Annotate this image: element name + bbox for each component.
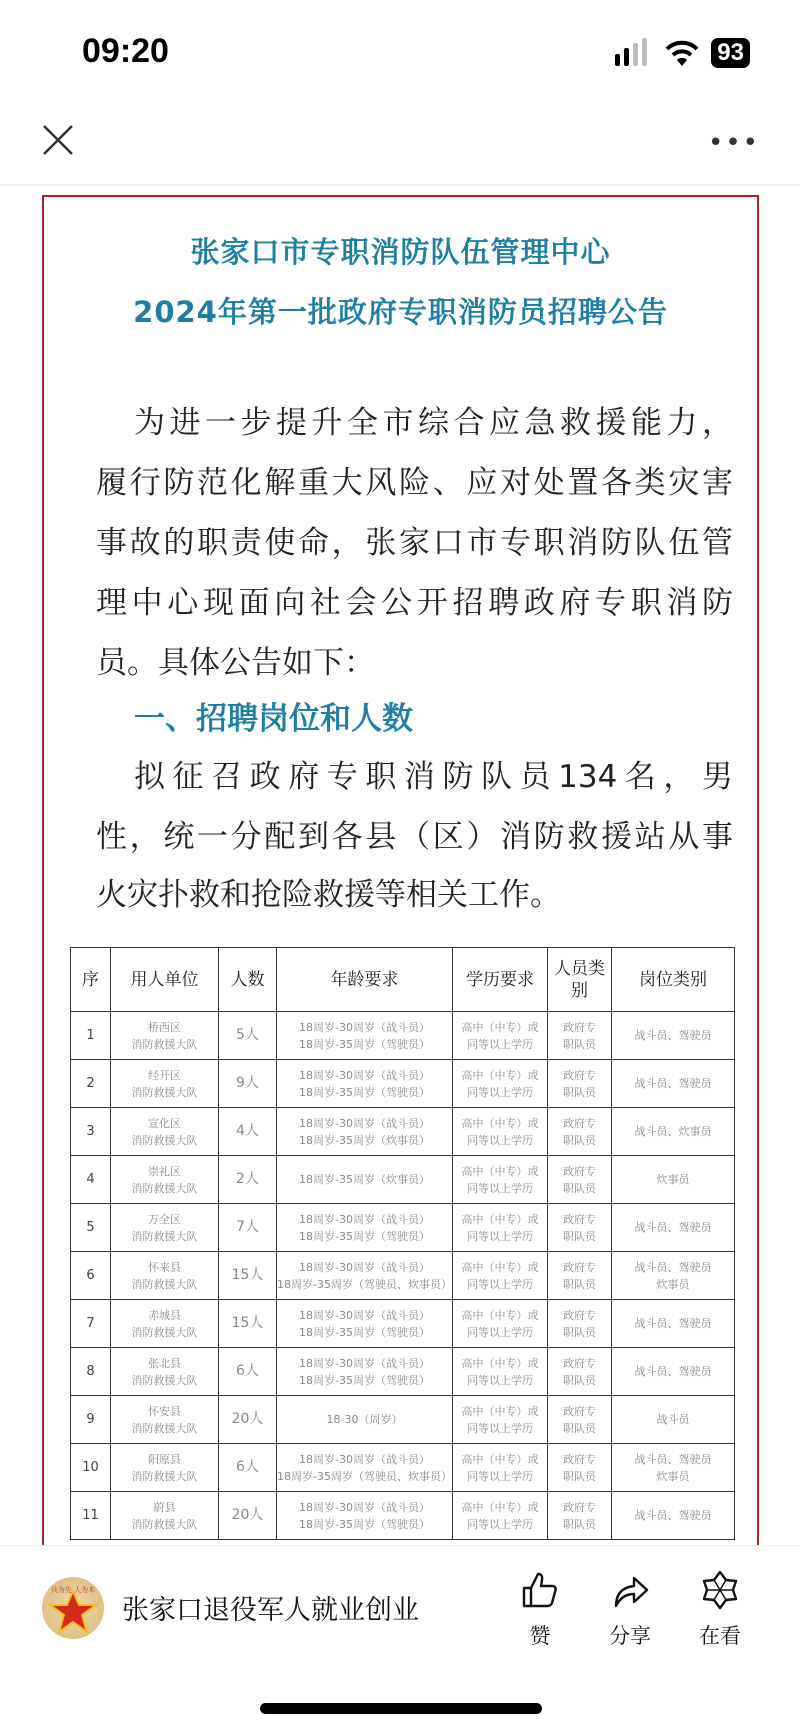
- recruitment-table: [70, 947, 735, 1540]
- cell-type: 政府专 职队员: [548, 1204, 612, 1252]
- table-header-cell: 岗位类别: [612, 948, 735, 1012]
- cell-edu: 高中（中专）或 同等以上学历: [453, 1348, 548, 1396]
- intro-line: 履行防范化解重大风险、应对处置各类灾害: [96, 465, 733, 501]
- article-title-line-1: 张家口市专职消防队伍管理中心: [190, 235, 611, 269]
- section-heading: 一、招聘岗位和人数: [134, 701, 413, 737]
- cell-count: 15人: [219, 1300, 277, 1348]
- section-line: 拟征召政府专职消防队员134名，男: [134, 759, 733, 795]
- cell-type: 政府专 职队员: [548, 1492, 612, 1540]
- cell-unit: 桥西区 消防救援大队: [111, 1012, 219, 1060]
- cell-unit: 阳原县 消防救援大队: [111, 1444, 219, 1492]
- section-line: 性，统一分配到各县（区）消防救援站从事: [96, 819, 733, 855]
- cell-age: 18周岁-30周岁（战斗员） 18周岁-35周岁（驾驶员）: [277, 1060, 453, 1108]
- cell-age: 18周岁-30周岁（战斗员） 18周岁-35周岁（炊事员）: [277, 1108, 453, 1156]
- table-row: [71, 1012, 735, 1060]
- cell-seq: 5: [71, 1204, 111, 1252]
- cell-edu: 高中（中专）或 同等以上学历: [453, 1204, 548, 1252]
- intro-line: 员。具体公告如下：: [96, 645, 375, 681]
- nav-bar: [0, 100, 800, 186]
- cell-unit: 宣化区 消防救援大队: [111, 1108, 219, 1156]
- cell-age: 18周岁-35周岁（炊事员）: [277, 1156, 453, 1204]
- cell-seq: 9: [71, 1396, 111, 1444]
- cell-count: 6人: [219, 1348, 277, 1396]
- table-header-row: [71, 948, 735, 1012]
- share-icon: [610, 1570, 650, 1610]
- cell-edu: 高中（中专）或 同等以上学历: [453, 1012, 548, 1060]
- cell-edu: 高中（中专）或 同等以上学历: [453, 1108, 548, 1156]
- cell-count: 15人: [219, 1252, 277, 1300]
- cell-seq: 6: [71, 1252, 111, 1300]
- cell-age: 18周岁-30周岁（战斗员） 18周岁-35周岁（驾驶员）: [277, 1012, 453, 1060]
- table-row: [71, 1348, 735, 1396]
- cell-post: 战斗员、驾驶员: [612, 1012, 735, 1060]
- table-header-cell: 用人单位: [111, 948, 219, 1012]
- cell-type: 政府专 职队员: [548, 1156, 612, 1204]
- cell-edu: 高中（中专）或 同等以上学历: [453, 1300, 548, 1348]
- cell-post: 炊事员: [612, 1156, 735, 1204]
- cell-type: 政府专 职队员: [548, 1060, 612, 1108]
- table-row: [71, 1444, 735, 1492]
- cell-count: 20人: [219, 1492, 277, 1540]
- cell-post: 战斗员: [612, 1396, 735, 1444]
- table-body: [71, 1012, 735, 1540]
- cell-unit: 赤城县 消防救援大队: [111, 1300, 219, 1348]
- cell-post: 战斗员、驾驶员 炊事员: [612, 1252, 735, 1300]
- home-indicator[interactable]: [260, 1703, 542, 1714]
- cell-count: 20人: [219, 1396, 277, 1444]
- cell-seq: 8: [71, 1348, 111, 1396]
- cell-unit: 蔚县 消防救援大队: [111, 1492, 219, 1540]
- more-options-icon[interactable]: •••: [707, 128, 760, 158]
- cell-edu: 高中（中专）或 同等以上学历: [453, 1156, 548, 1204]
- table-row: [71, 1252, 735, 1300]
- cell-age: 18周岁-30周岁（战斗员） 18周岁-35周岁（驾驶员、炊事员）: [277, 1444, 453, 1492]
- cell-count: 5人: [219, 1012, 277, 1060]
- wifi-icon: [665, 39, 699, 67]
- cell-age: 18周岁-30周岁（战斗员） 18周岁-35周岁（驾驶员）: [277, 1348, 453, 1396]
- cell-post: 战斗员、驾驶员: [612, 1204, 735, 1252]
- cell-unit: 崇礼区 消防救援大队: [111, 1156, 219, 1204]
- cell-type: 政府专 职队员: [548, 1348, 612, 1396]
- table-row: [71, 1396, 735, 1444]
- close-icon[interactable]: [40, 122, 76, 158]
- cell-type: 政府专 职队员: [548, 1396, 612, 1444]
- cell-count: 2人: [219, 1156, 277, 1204]
- table-row: [71, 1300, 735, 1348]
- cell-seq: 7: [71, 1300, 111, 1348]
- cell-edu: 高中（中专）或 同等以上学历: [453, 1444, 548, 1492]
- cell-seq: 4: [71, 1156, 111, 1204]
- cell-unit: 怀安县 消防救援大队: [111, 1396, 219, 1444]
- article-content: [42, 195, 759, 1595]
- watching-icon: [700, 1570, 740, 1610]
- cell-post: 战斗员、驾驶员: [612, 1060, 735, 1108]
- table-header-cell: 学历要求: [453, 948, 548, 1012]
- cell-count: 6人: [219, 1444, 277, 1492]
- cell-unit: 怀来县 消防救援大队: [111, 1252, 219, 1300]
- avatar-lettering: 兵为先 人为本: [50, 1586, 96, 1594]
- table-header-cell: 年龄要求: [277, 948, 453, 1012]
- table-header-cell: 人员类别: [548, 948, 612, 1012]
- cell-seq: 2: [71, 1060, 111, 1108]
- cell-post: 战斗员、炊事员: [612, 1108, 735, 1156]
- signal-icon: [613, 38, 653, 68]
- cell-edu: 高中（中专）或 同等以上学历: [453, 1396, 548, 1444]
- cell-edu: 高中（中专）或 同等以上学历: [453, 1492, 548, 1540]
- cell-age: 18周岁-30周岁（战斗员） 18周岁-35周岁（驾驶员）: [277, 1492, 453, 1540]
- cell-unit: 万全区 消防救援大队: [111, 1204, 219, 1252]
- cell-seq: 11: [71, 1492, 111, 1540]
- cell-edu: 高中（中专）或 同等以上学历: [453, 1060, 548, 1108]
- section-line: 火灾扑救和抢险救援等相关工作。: [96, 877, 561, 913]
- cell-age: 18周岁-30周岁（战斗员） 18周岁-35周岁（驾驶员）: [277, 1300, 453, 1348]
- cell-type: 政府专 职队员: [548, 1108, 612, 1156]
- cell-post: 战斗员、驾驶员 炊事员: [612, 1444, 735, 1492]
- battery-indicator: 93: [711, 38, 750, 68]
- table-row: [71, 1204, 735, 1252]
- cell-count: 9人: [219, 1060, 277, 1108]
- cell-type: 政府专 职队员: [548, 1252, 612, 1300]
- cell-post: 战斗员、驾驶员: [612, 1348, 735, 1396]
- watch-button[interactable]: [685, 1570, 755, 1650]
- cell-age: 18周岁-30周岁（战斗员） 18周岁-35周岁（驾驶员、炊事员）: [277, 1252, 453, 1300]
- intro-line: 事故的职责使命，张家口市专职消防队伍管: [96, 525, 733, 561]
- cell-age: 18周岁-30周岁（战斗员） 18周岁-35周岁（驾驶员）: [277, 1204, 453, 1252]
- cell-seq: 1: [71, 1012, 111, 1060]
- watch-label: 在看: [699, 1624, 741, 1648]
- cell-seq: 10: [71, 1444, 111, 1492]
- cell-unit: 张北县 消防救援大队: [111, 1348, 219, 1396]
- cell-post: 战斗员、驾驶员: [612, 1300, 735, 1348]
- account-avatar[interactable]: [42, 1577, 104, 1639]
- table-row: [71, 1108, 735, 1156]
- cell-type: 政府专 职队员: [548, 1012, 612, 1060]
- cell-seq: 3: [71, 1108, 111, 1156]
- cell-count: 7人: [219, 1204, 277, 1252]
- status-time: 09:20: [82, 32, 169, 70]
- cell-count: 4人: [219, 1108, 277, 1156]
- cell-edu: 高中（中专）或 同等以上学历: [453, 1252, 548, 1300]
- like-button[interactable]: [505, 1570, 575, 1650]
- table-header-cell: 序: [71, 948, 111, 1012]
- cell-post: 战斗员、驾驶员: [612, 1492, 735, 1540]
- share-button[interactable]: [595, 1570, 665, 1650]
- article-title-line-2: 2024年第一批政府专职消防员招聘公告: [133, 295, 668, 329]
- table-header-cell: 人数: [219, 948, 277, 1012]
- cell-age: 18-30（周岁）: [277, 1396, 453, 1444]
- share-label: 分享: [609, 1624, 651, 1648]
- like-label: 赞: [529, 1624, 551, 1648]
- table-row: [71, 1060, 735, 1108]
- status-icons: [613, 38, 750, 68]
- cell-type: 政府专 职队员: [548, 1444, 612, 1492]
- cell-unit: 经开区 消防救援大队: [111, 1060, 219, 1108]
- thumbs-up-icon: [520, 1570, 560, 1610]
- intro-line: 为进一步提升全市综合应急救援能力，: [134, 405, 733, 441]
- table-row: [71, 1156, 735, 1204]
- intro-line: 理中心现面向社会公开招聘政府专职消防: [96, 585, 733, 621]
- cell-type: 政府专 职队员: [548, 1300, 612, 1348]
- table-row: [71, 1492, 735, 1540]
- account-name[interactable]: 张家口退役军人就业创业: [122, 1595, 419, 1626]
